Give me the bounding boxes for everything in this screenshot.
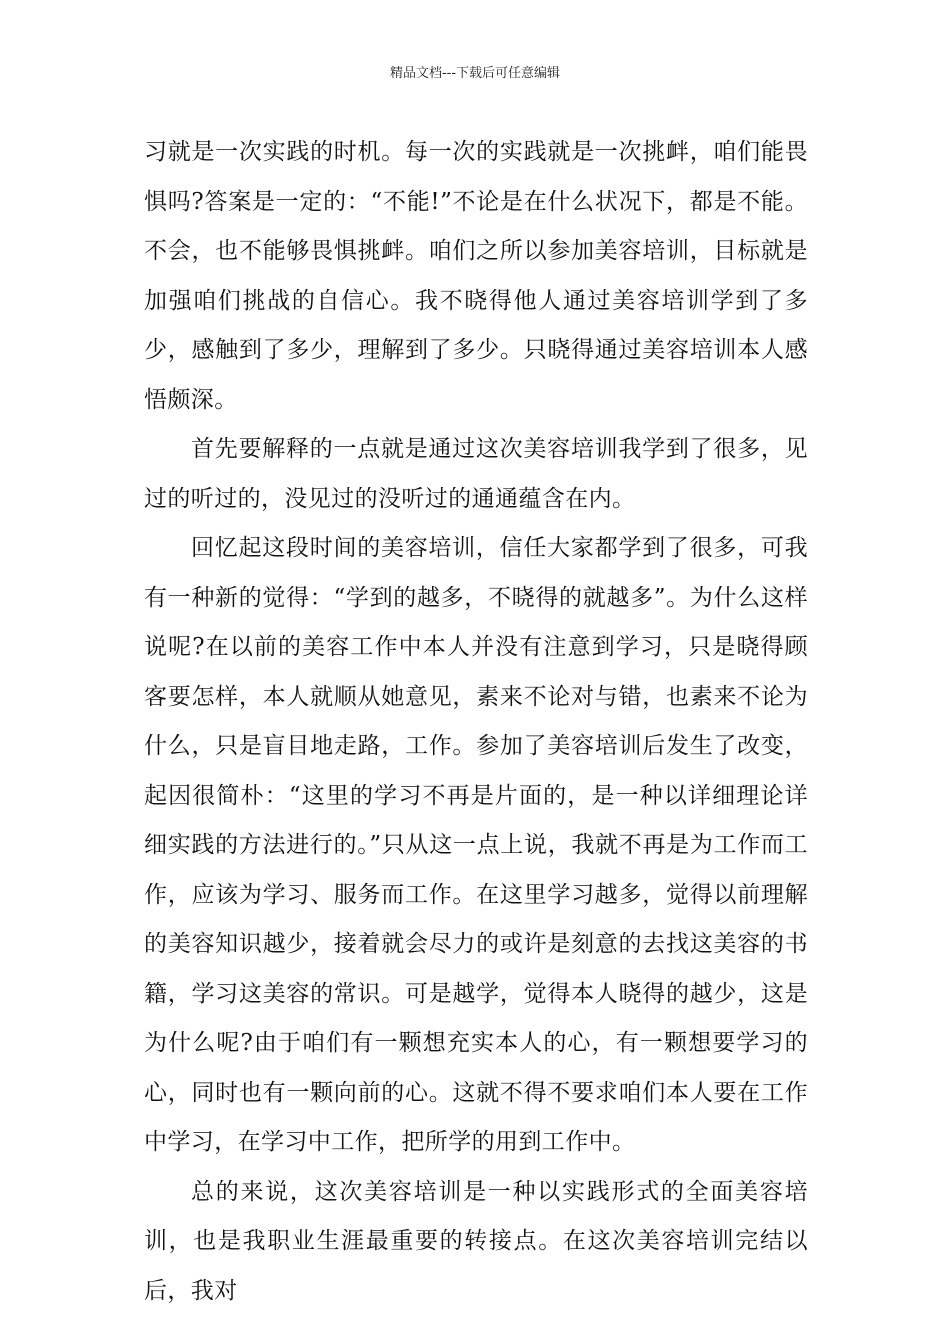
paragraph-1: 习就是一次实践的时机。每一次的实践就是一次挑衅，咱们能畏惧吗?答案是一定的：“不能!”不论是在什么状况下，都是不能。不会，也不能够畏惧挑衅。咱们之所以参加美容培训，目标就是加强咱们挑战的自信心。我不晓得他人通过美容培训学到了多少，感触到了多少，理解到了多少。只晓得通过美容培训本人感悟颇深。 [144, 139, 808, 413]
document-body [144, 128, 808, 1316]
paragraph-2: 首先要解释的一点就是通过这次美容培训我学到了很多，见过的听过的，没见过的没听过的通通蕴含在内。 [144, 436, 808, 512]
paragraph-4: 总的来说，这次美容培训是一种以实践形式的全面美容培训，也是我职业生涯最重要的转接点。在这次美容培训完结以后，我对 [144, 1178, 808, 1304]
page-header: 精品文档---下载后可任意编辑 [389, 66, 561, 81]
paragraph-3: 回忆起这段时间的美容培训，信任大家都学到了很多，可我有一种新的觉得：“学到的越多，不晓得的就越多”。为什么这样说呢?在以前的美容工作中本人并没有注意到学习，只是晓得顾客要怎样，本人就顺从她意见，素来不论对与错，也素来不论为什么，只是盲目地走路，工作。参加了美容培训后发生了改变，起因很简朴：“这里的学习不再是片面的，是一种以详细理论详细实践的方法进行的。”只从这一点上说，我就不再是为工作而工作，应该为学习、服务而工作。在这里学习越多，觉得以前理解的美容知识越少，接着就会尽力的或许是刻意的去找这美容的书籍，学习这美容的常识。可是越学，觉得本人晓得的越少，这是为什么呢?由于咱们有一颗想充实本人的心，有一颗想要学习的心，同时也有一颗向前的心。这就不得不要求咱们本人要在工作中学习，在学习中工作，把所学的用到工作中。 [144, 535, 808, 1155]
